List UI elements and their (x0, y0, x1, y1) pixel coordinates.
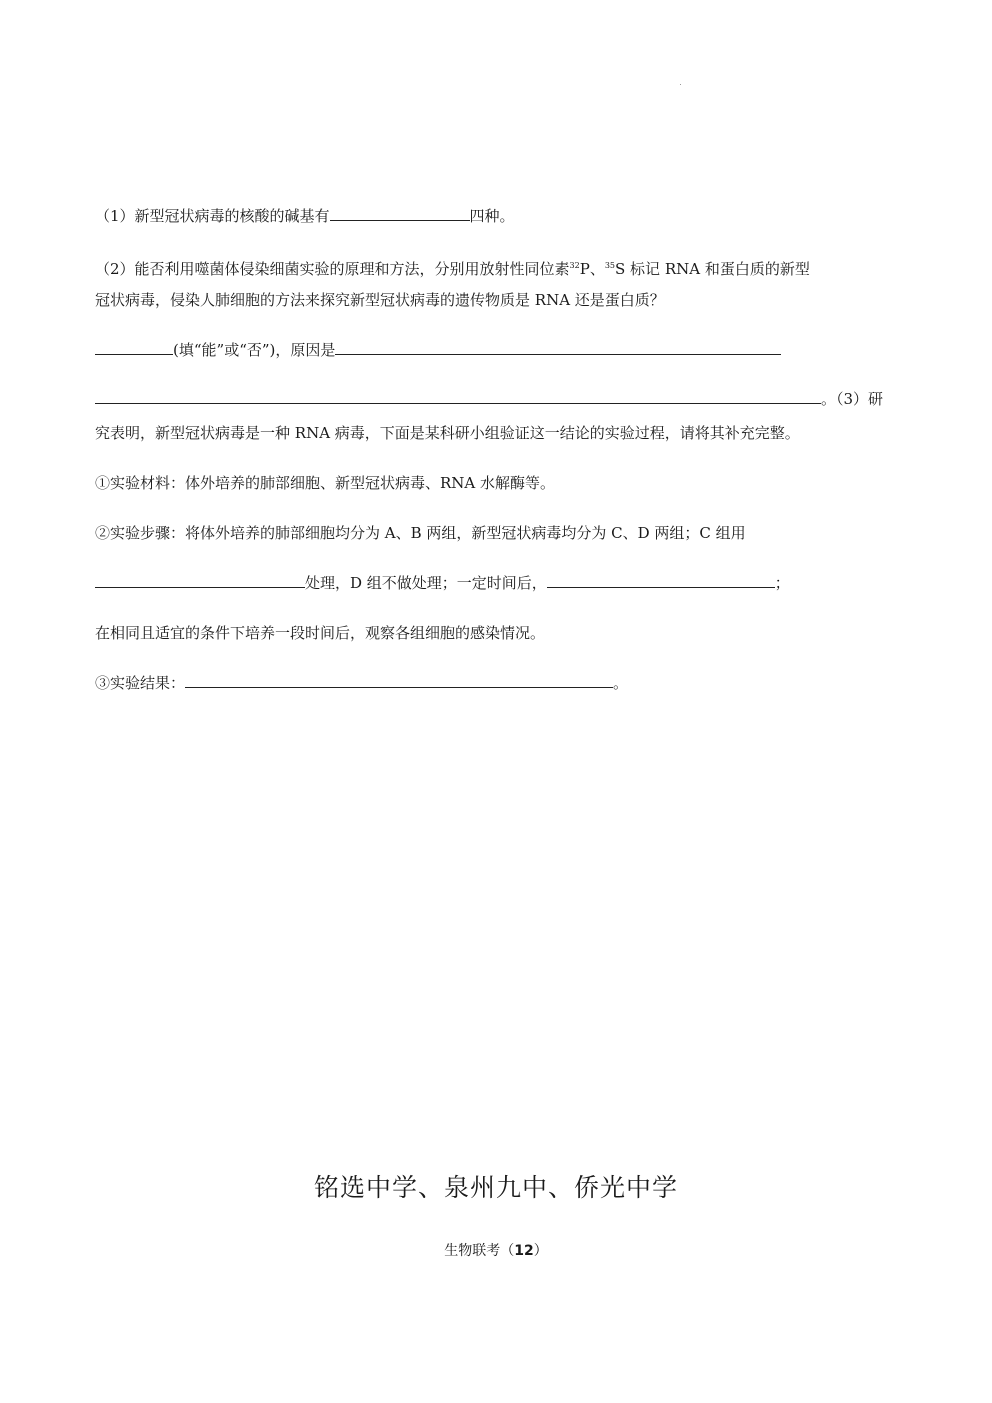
q1-text-end: 四种。 (469, 207, 515, 225)
footer-subject (0, 1240, 992, 1260)
result-end: 。 (613, 674, 629, 692)
answer-blank-1[interactable] (330, 204, 470, 221)
q3-start: 。（3）研 (821, 390, 884, 408)
isotope-p: P、 (579, 260, 605, 278)
footer-close: ） (533, 1243, 548, 1259)
footer-page-number: 12 (514, 1243, 534, 1259)
culture-line: 在相同且适宜的条件下培养一段时间后，观察各组细胞的感染情况。 (95, 624, 546, 642)
isotope-p-mass: 32 (569, 261, 580, 270)
result-line (95, 671, 900, 695)
speck (680, 84, 681, 85)
answer-blank-reason-2[interactable] (95, 387, 821, 404)
answer-blank-step[interactable] (547, 571, 775, 588)
materials-line: ①实验材料：体外培养的肺部细胞、新型冠状病毒、RNA 水解酶等。 (95, 474, 556, 492)
isotope-s-mass: 35 (604, 261, 616, 270)
question-2-reason-line (95, 387, 900, 411)
q2-text-a: （2）能否利用噬菌体侵染细菌实验的原理和方法，分别用放射性同位素 (95, 260, 570, 278)
steps-mid-text: 处理，D 组不做处理；一定时间后， (305, 574, 547, 592)
answer-blank-result[interactable] (185, 671, 613, 688)
question-2-answer-line (95, 338, 900, 362)
question-3-line-1: 究表明，新型冠状病毒是一种 RNA 病毒，下面是某科研小组验证这一结论的实验过程，请将其补充完整。 (95, 424, 800, 442)
answer-blank-yes-no[interactable] (95, 338, 173, 355)
footer-subject-text: 生物联考（ (444, 1243, 515, 1259)
steps-line: ②实验步骤：将体外培养的肺部细胞均分为 A、B 两组，新型冠状病毒均分为 C、D 两组；C 组用 (95, 524, 746, 542)
question-2-line-1 (95, 254, 900, 281)
answer-blank-treatment[interactable] (95, 571, 305, 588)
q2-text-b: S 标记 RNA 和蛋白质的新型 (615, 260, 810, 278)
result-label: ③实验结果： (95, 674, 186, 692)
question-2-line-2: 冠状病毒，侵染人肺细胞的方法来探究新型冠状病毒的遗传物质是 RNA 还是蛋白质？ (95, 291, 665, 309)
answer-blank-reason[interactable] (335, 338, 781, 355)
q2-fill-hint: (填“能”或“否”)，原因是 (173, 341, 336, 359)
steps-end: ； (774, 574, 790, 592)
steps-fill-line (95, 571, 900, 595)
footer-schools: 铭选中学、泉州九中、侨光中学 (313, 1173, 678, 1202)
question-1 (95, 204, 900, 228)
q1-text: （1）新型冠状病毒的核酸的碱基有 (95, 207, 330, 225)
